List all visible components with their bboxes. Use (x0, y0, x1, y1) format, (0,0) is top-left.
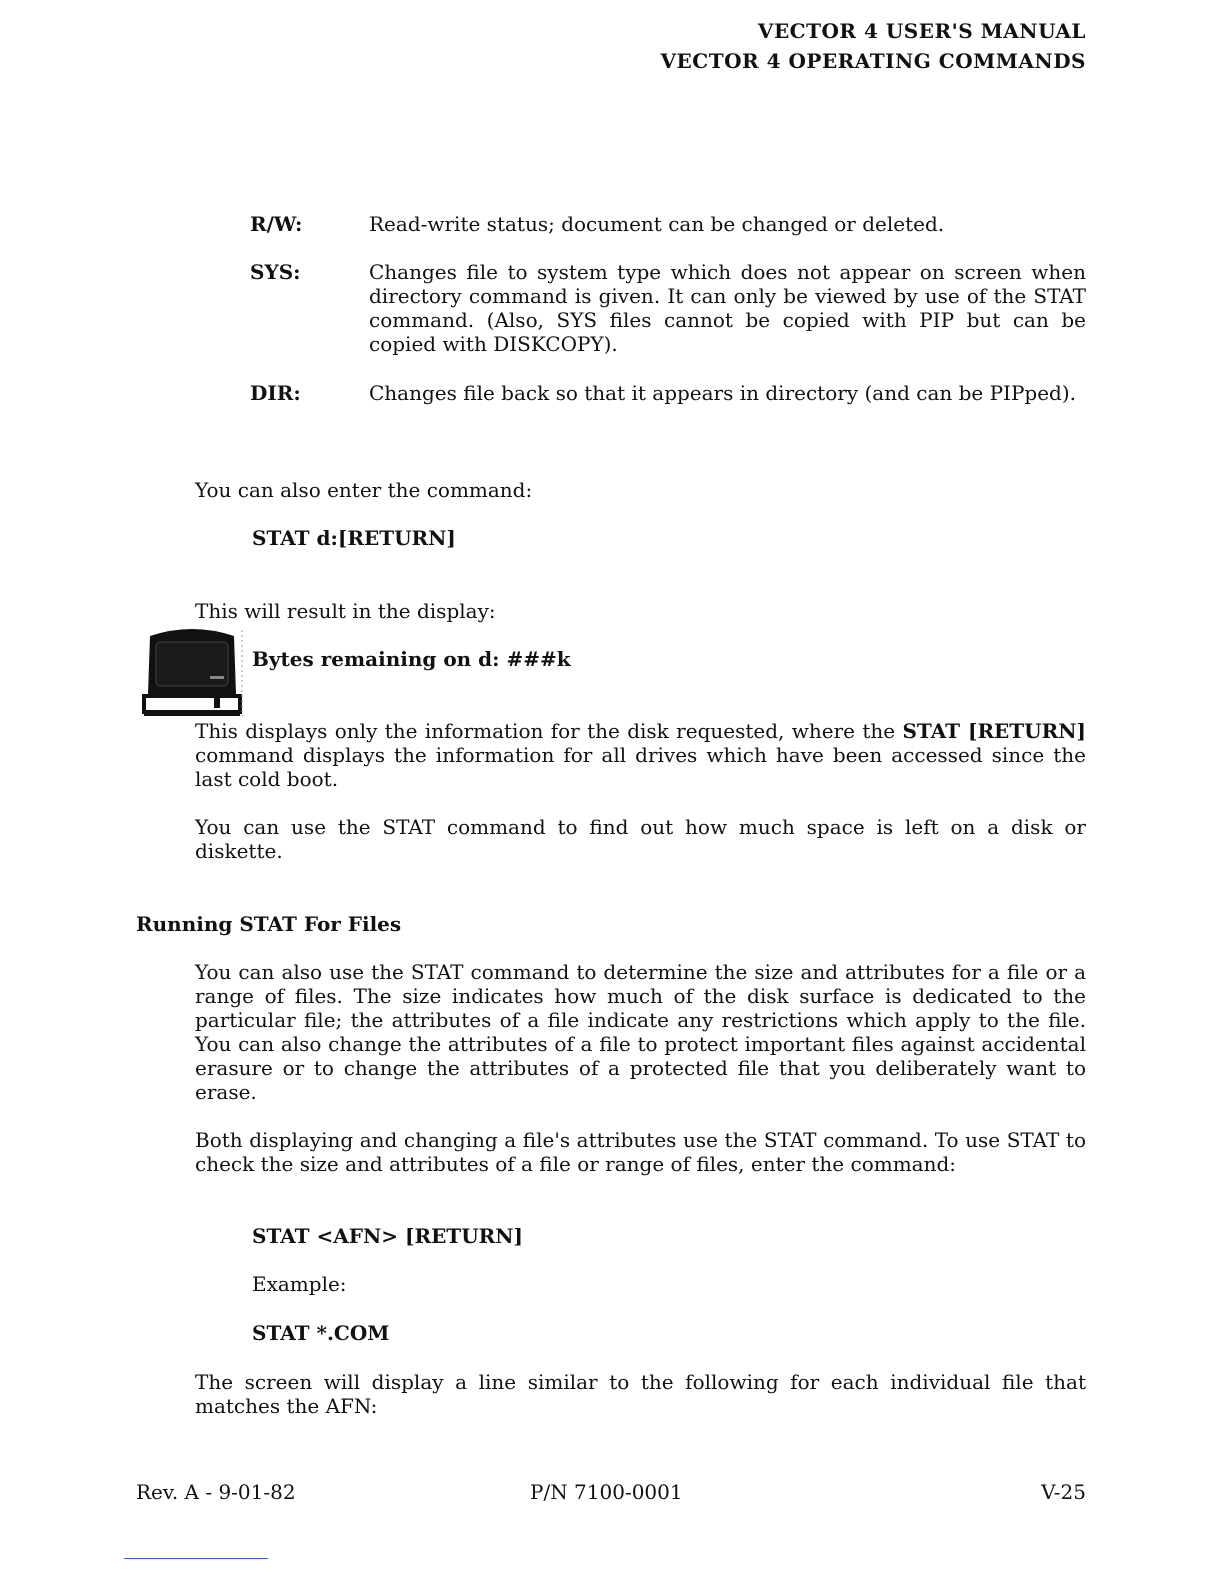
definition-description: Read-write status; document can be changed or deleted. (369, 212, 945, 236)
paragraph-text: This displays only the information for the disk requested, where the (195, 719, 903, 743)
display-bytes-remaining: Bytes remaining on d: ###k (252, 647, 571, 671)
definition-dir (250, 381, 1086, 405)
footer-revision: Rev. A - 9-01-82 (136, 1480, 296, 1504)
command-stat-afn: STAT <AFN> [RETURN] (252, 1224, 523, 1248)
inline-command-stat-return: STAT [RETURN] (902, 719, 1086, 743)
command-stat-drive: STAT d:[RETURN] (252, 526, 456, 550)
definition-description: Changes file to system type which does not appear on screen when directory command is given. It can only be viewed by use of the STAT command. (Also, SYS files cannot be copied with PIP but can be copied with DISKCOPY). (369, 260, 1086, 356)
definition-term: SYS: (250, 260, 301, 284)
paragraph-screen-display: The screen will display a line similar to the following for each individual file that matches the AFN: (195, 1370, 1086, 1418)
paragraph-text: command displays the information for all drives which have been accessed since the last cold boot. (195, 743, 1086, 791)
definition-term: DIR: (250, 381, 301, 405)
bottom-rule (124, 1558, 268, 1559)
paragraph-size-attributes: You can also use the STAT command to determine the size and attributes for a file or a range of files. The size indicates how much of the disk surface is dedicated to the particular file; the attributes of a file indicate any restrictions which apply to the file. You can also change the attributes of a file to protect important files against accidental erasure or to change the attributes of a protected file that you deliberately want to erase. (195, 960, 1086, 1104)
definition-sys (250, 260, 1086, 356)
paragraph-result-display: This will result in the display: (195, 599, 496, 623)
definition-description: Changes file back so that it appears in directory (and can be PIPped). (369, 381, 1077, 405)
terminal-computer-icon (140, 624, 244, 718)
manual-title: VECTOR 4 USER'S MANUAL (757, 19, 1086, 43)
page-header (661, 16, 1086, 76)
command-example: STAT *.COM (252, 1321, 390, 1345)
paragraph-space-left: You can use the STAT command to find out how much space is left on a disk or diskette. (195, 815, 1086, 863)
footer-part-number: P/N 7100-0001 (530, 1480, 683, 1504)
paragraph-disk-information (195, 719, 1086, 791)
footer-page-number: V-25 (1041, 1480, 1086, 1504)
paragraph-also-enter: You can also enter the command: (195, 478, 533, 502)
definition-rw (250, 212, 1086, 236)
definition-term: R/W: (250, 212, 303, 236)
example-label: Example: (252, 1272, 347, 1296)
chapter-title: VECTOR 4 OPERATING COMMANDS (660, 49, 1086, 73)
section-heading: Running STAT For Files (136, 912, 402, 936)
paragraph-both-displaying: Both displaying and changing a file's attributes use the STAT command. To use STAT to check the size and attributes of a file or range of files, enter the command: (195, 1128, 1086, 1176)
